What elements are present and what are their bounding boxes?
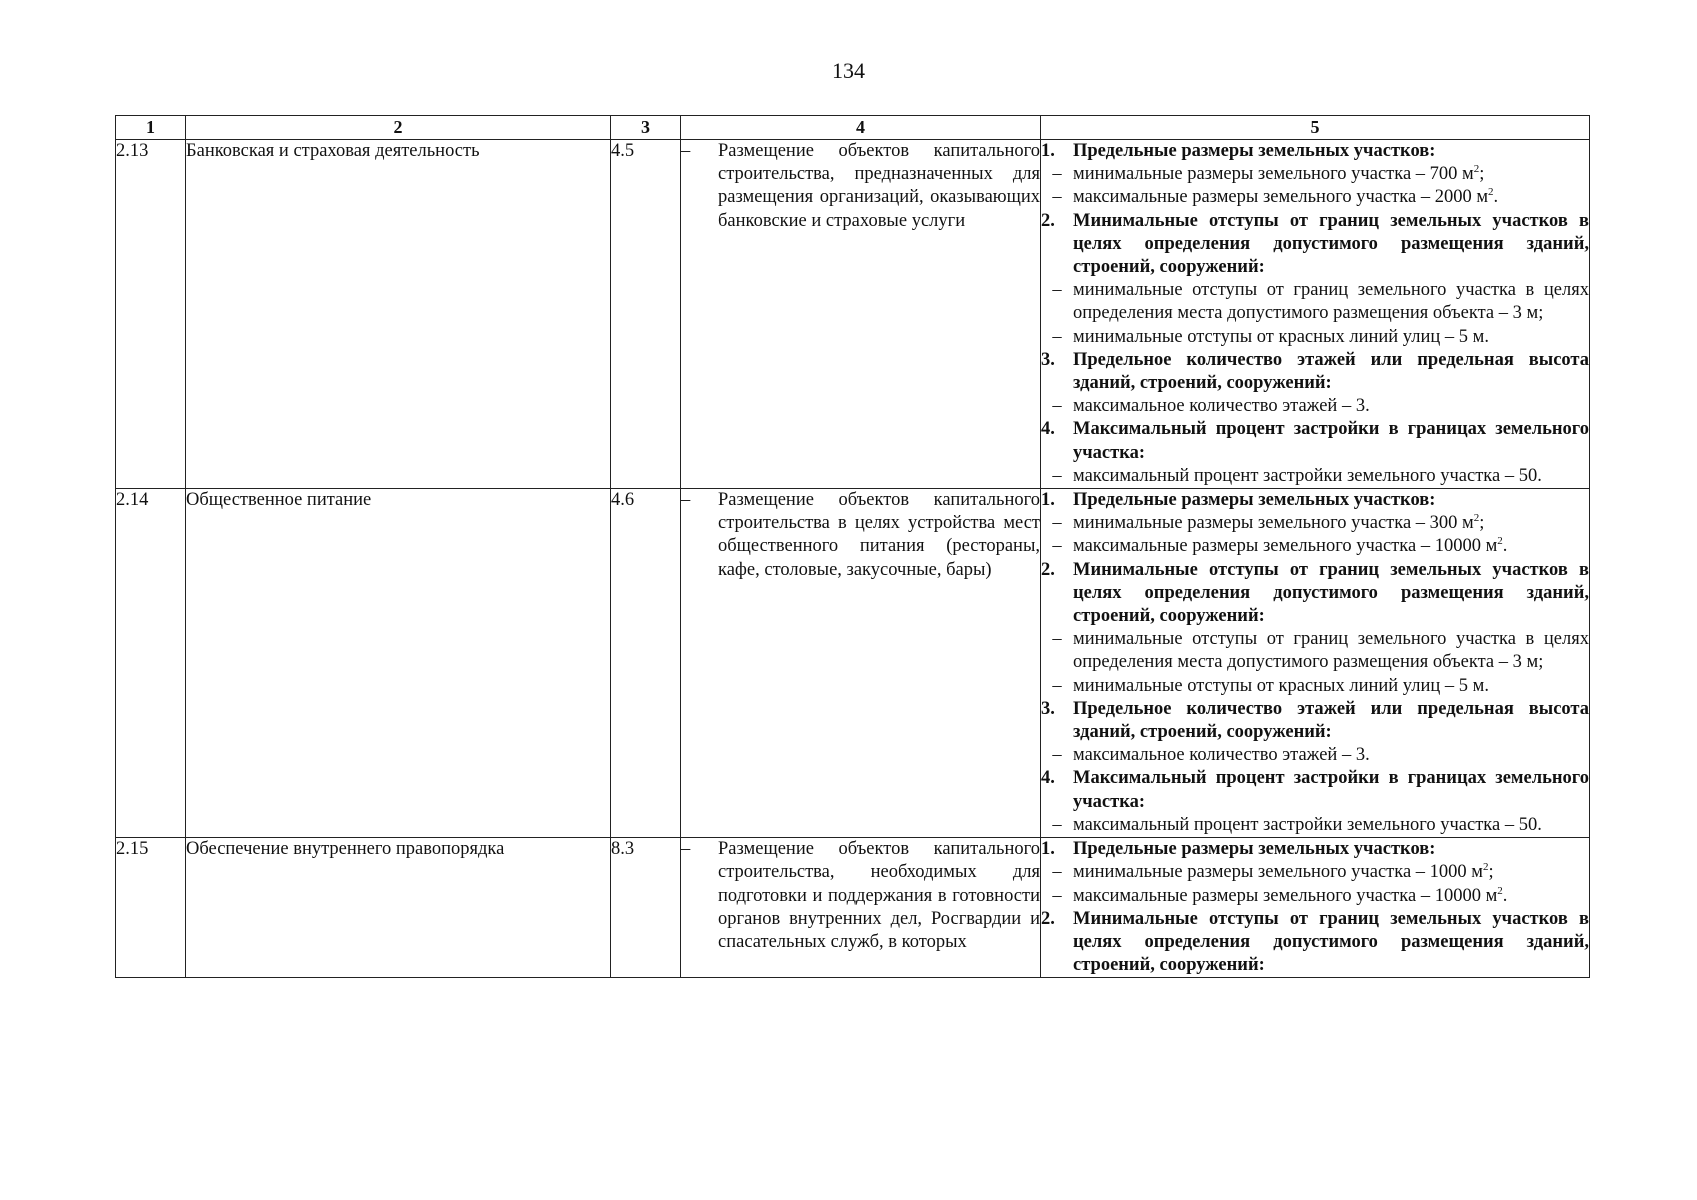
parameter-heading [1041, 559, 1589, 629]
description-item [681, 140, 1040, 233]
dash-bullet: – [1052, 280, 1062, 301]
parameter-item [1041, 814, 1589, 837]
description-item [681, 489, 1040, 582]
parameter-text: Минимальные отступы от границ земельных участков в целях определения допустимого размещения зданий, строений, сооружений: [1073, 210, 1589, 278]
header-row [116, 116, 1590, 140]
list-number: 3. [1041, 349, 1055, 370]
punctuation: . [1502, 536, 1508, 557]
row-number: 2.15 [116, 838, 186, 978]
parameter-text: Максимальный процент застройки в границах земельного участка: [1073, 419, 1589, 463]
parameters-cell [1041, 838, 1590, 978]
parameter-item [1041, 163, 1589, 186]
land-use-code: 4.5 [611, 140, 681, 489]
list-number: 3. [1041, 698, 1055, 719]
unit-superscript: 2 [1473, 163, 1480, 176]
row-number: 2.13 [116, 140, 186, 489]
column-header-1: 1 [116, 116, 186, 140]
column-header-3: 3 [611, 116, 681, 140]
parameter-item [1041, 279, 1589, 325]
parameter-item [1041, 535, 1589, 558]
unit-superscript: 2 [1473, 512, 1480, 525]
table-row [116, 140, 1590, 489]
parameter-text: максимальные размеры земельного участка – 10000 м [1073, 885, 1498, 906]
dash-bullet: – [1052, 396, 1062, 417]
punctuation: ; [1488, 862, 1494, 883]
dash-bullet: – [681, 839, 691, 860]
land-use-description [681, 838, 1041, 978]
unit-superscript: 2 [1497, 884, 1503, 897]
parameter-text: минимальные размеры земельного участка – 700 м [1073, 164, 1474, 185]
parameter-text: Минимальные отступы от границ земельных участков в целях определения допустимого размещения зданий, строений, сооружений: [1073, 559, 1589, 627]
parameter-text: максимальные размеры земельного участка – 2000 м [1073, 187, 1489, 208]
dash-bullet: – [1052, 164, 1062, 185]
parameter-text: Предельные размеры земельных участков: [1073, 141, 1436, 161]
list-number: 2. [1041, 559, 1055, 580]
description-text: Размещение объектов капитального строительства в целях устройства мест общественного питания (рестораны, кафе, столовые, закусочные, бары) [718, 490, 1040, 580]
dash-bullet: – [1052, 885, 1062, 906]
unit-superscript: 2 [1497, 535, 1503, 548]
land-use-code: 8.3 [611, 838, 681, 978]
dash-bullet: – [1052, 536, 1062, 557]
parameter-text: минимальные размеры земельного участка – 300 м [1073, 513, 1474, 534]
parameter-text: минимальные размеры земельного участка – 1000 м [1073, 862, 1483, 883]
list-number: 1. [1041, 141, 1055, 161]
description-text: Размещение объектов капитального строительства, предназначенных для размещения организаций, оказывающих банковские и страховые услуги [718, 141, 1040, 231]
parameter-item [1041, 512, 1589, 535]
dash-bullet: – [1052, 675, 1062, 696]
parameter-text: максимальный процент застройки земельного участка – 50. [1073, 465, 1542, 486]
parameter-heading [1041, 349, 1589, 395]
parameter-heading [1041, 908, 1589, 978]
land-use-code: 4.6 [611, 489, 681, 838]
parameter-text: Предельные размеры земельных участков: [1073, 490, 1436, 511]
dash-bullet: – [1052, 326, 1062, 347]
land-use-description [681, 140, 1041, 489]
parameters-cell [1041, 489, 1590, 838]
parameter-text: минимальные отступы от красных линий улиц – 5 м. [1073, 326, 1489, 347]
list-number: 1. [1041, 490, 1055, 511]
parameter-text: Предельное количество этажей или предельная высота зданий, строений, сооружений: [1073, 698, 1589, 743]
parameter-text: минимальные отступы от красных линий улиц – 5 м. [1073, 675, 1489, 696]
dash-bullet: – [1052, 465, 1062, 486]
parameter-heading [1041, 767, 1589, 813]
parameter-text: минимальные отступы от границ земельного участка в целях определения места допустимого размещения объекта – 3 м; [1073, 280, 1589, 324]
parameter-heading [1041, 838, 1589, 861]
land-use-name: Банковская и страховая деятельность [186, 140, 611, 489]
parameter-text: максимальный процент застройки земельного участка – 50. [1073, 814, 1542, 835]
parameter-text: максимальные размеры земельного участка – 10000 м [1073, 536, 1498, 557]
punctuation: . [1502, 885, 1508, 906]
description-item [681, 838, 1040, 954]
dash-bullet: – [1052, 745, 1062, 766]
list-number: 4. [1041, 419, 1055, 440]
parameter-item [1041, 885, 1589, 908]
parameter-text: минимальные отступы от границ земельного участка в целях определения места допустимого размещения объекта – 3 м; [1073, 629, 1589, 673]
parameter-heading [1041, 210, 1589, 280]
unit-superscript: 2 [1488, 186, 1494, 199]
parameter-item [1041, 744, 1589, 767]
parameter-text: Предельное количество этажей или предельная высота зданий, строений, сооружений: [1073, 349, 1589, 394]
list-number: 1. [1041, 839, 1055, 860]
parameter-item [1041, 675, 1589, 698]
dash-bullet: – [681, 490, 691, 511]
row-number: 2.14 [116, 489, 186, 838]
punctuation: ; [1479, 513, 1485, 534]
parameter-heading [1041, 489, 1589, 512]
parameter-item [1041, 465, 1589, 488]
table-row [116, 489, 1590, 838]
dash-bullet: – [1052, 513, 1062, 534]
page-number: 134 [832, 58, 865, 83]
parameter-item [1041, 628, 1589, 674]
unit-superscript: 2 [1483, 861, 1489, 874]
parameters-cell [1041, 140, 1590, 489]
parameter-text: Предельные размеры земельных участков: [1073, 839, 1436, 860]
dash-bullet: – [1052, 862, 1062, 883]
parameter-text: Минимальные отступы от границ земельных участков в целях определения допустимого размещения зданий, строений, сооружений: [1073, 908, 1589, 976]
parameter-item [1041, 861, 1589, 884]
list-number: 2. [1041, 210, 1055, 231]
column-header-5: 5 [1041, 116, 1590, 140]
parameter-heading [1041, 140, 1589, 163]
parameter-heading [1041, 698, 1589, 744]
column-header-4: 4 [681, 116, 1041, 140]
dash-bullet: – [1052, 629, 1062, 650]
parameter-item [1041, 395, 1589, 418]
regulations-table [115, 115, 1590, 978]
punctuation: . [1493, 187, 1499, 208]
column-header-2: 2 [186, 116, 611, 140]
table-row [116, 838, 1590, 978]
list-number: 2. [1041, 908, 1055, 929]
dash-bullet: – [1052, 814, 1062, 835]
parameter-text: максимальное количество этажей – 3. [1073, 396, 1370, 417]
land-use-description [681, 489, 1041, 838]
dash-bullet: – [681, 141, 691, 161]
parameter-text: максимальное количество этажей – 3. [1073, 745, 1370, 766]
dash-bullet: – [1052, 187, 1062, 208]
parameter-item [1041, 326, 1589, 349]
parameter-heading [1041, 418, 1589, 464]
parameter-item [1041, 186, 1589, 209]
parameter-text: Максимальный процент застройки в границах земельного участка: [1073, 768, 1589, 812]
punctuation: ; [1479, 164, 1485, 185]
description-text: Размещение объектов капитального строительства, необходимых для подготовки и поддержания в готовности органов внутренних дел, Росгвардии и спасательных служб, в которых [718, 839, 1040, 952]
list-number: 4. [1041, 768, 1055, 789]
land-use-name: Обеспечение внутреннего правопорядка [186, 838, 611, 978]
land-use-name: Общественное питание [186, 489, 611, 838]
